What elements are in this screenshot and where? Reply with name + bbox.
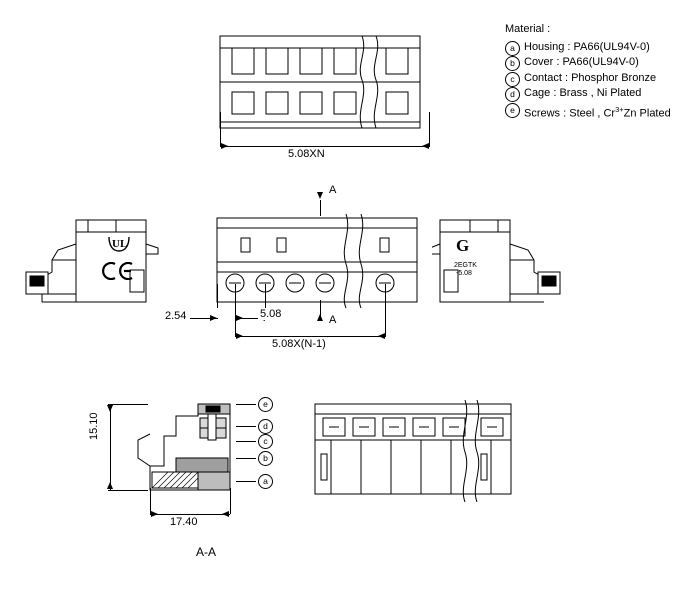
material-text-a: Housing : PA66(UL94V-0) — [524, 40, 650, 53]
svg-text:L: L — [120, 238, 128, 250]
ul-mark-icon — [106, 234, 134, 254]
material-key-b: b — [505, 56, 520, 71]
dim-value-width: 17.40 — [170, 516, 198, 528]
dim-ext-line — [108, 404, 148, 405]
dim-arrow — [210, 315, 217, 321]
ce-mark-icon — [102, 262, 136, 280]
top-view-graphic — [210, 18, 440, 143]
material-text-e-superscript: 3+ — [615, 104, 624, 114]
material-item — [505, 86, 695, 102]
dim-arrow — [236, 315, 243, 321]
dim-value-height: 15.10 — [88, 412, 100, 440]
dim-ext-line — [220, 112, 221, 146]
dim-ext-line — [217, 284, 218, 308]
callout-leader — [236, 426, 256, 427]
brand-logo: G — [456, 236, 470, 255]
dim-line — [235, 336, 386, 337]
material-key-d: d — [505, 87, 520, 102]
dim-ext-line — [385, 284, 386, 336]
section-title: A-A — [196, 545, 217, 559]
dim-ext-line — [235, 284, 236, 336]
section-arrow — [317, 192, 323, 199]
model-line-1: 2EGTK — [454, 262, 477, 269]
material-legend — [505, 22, 695, 122]
bottom-right-view-graphic — [305, 396, 535, 506]
material-key-c: c — [505, 72, 520, 87]
dim-value-total: 5.08X(N-1) — [272, 338, 326, 350]
dim-value-edge: 2.54 — [165, 310, 187, 322]
section-height-dimension — [88, 396, 156, 506]
front-view — [205, 210, 445, 310]
section-letter-top: A — [329, 184, 337, 196]
ce-symbol — [102, 262, 136, 280]
callout-leader — [236, 458, 256, 459]
section-width-dimension — [120, 496, 280, 536]
material-text-e-cont: Zn Plated — [623, 107, 671, 120]
right-side-view-graphic — [432, 210, 572, 310]
material-text-e: Screws : Steel , Cr — [524, 107, 616, 120]
callout-leader — [236, 404, 256, 405]
front-view-dimensions — [160, 300, 450, 360]
dim-arrow — [221, 143, 228, 149]
material-text-b: Cover : PA66(UL94V-0) — [524, 56, 639, 68]
section-letter-bottom: A — [329, 314, 337, 326]
top-view-dimension — [210, 140, 440, 164]
callout-b: b — [258, 451, 273, 466]
ul-symbol — [106, 234, 134, 254]
bottom-right-view — [305, 396, 535, 506]
dim-line — [220, 146, 430, 147]
material-title: Material : — [505, 23, 551, 35]
dim-arrow — [236, 333, 243, 339]
dim-ext-line — [108, 490, 148, 491]
material-text-d: Cage : Brass , Ni Plated — [524, 87, 642, 99]
dim-ext-line — [230, 488, 231, 514]
dim-arrow — [107, 482, 113, 489]
callout-e: e — [258, 397, 273, 412]
dim-line — [110, 404, 111, 490]
right-side-view — [432, 210, 572, 310]
dim-arrow — [378, 333, 385, 339]
dim-arrow — [422, 143, 429, 149]
dim-value-top: 5.08XN — [288, 148, 325, 160]
dim-ext-line — [265, 284, 266, 308]
left-side-view-graphic — [18, 210, 168, 310]
material-text-c: Contact : Phosphor Bronze — [524, 71, 657, 84]
section-callouts — [236, 396, 282, 506]
dim-arrow — [107, 405, 113, 412]
dim-arrow — [151, 511, 158, 517]
dim-value-pitch: 5.08 — [260, 308, 282, 320]
model-line-2: -5.08 — [456, 270, 472, 277]
material-item — [505, 71, 695, 87]
dim-ext-line — [429, 112, 430, 146]
callout-c: c — [258, 434, 273, 449]
top-view — [210, 18, 440, 143]
dim-arrow — [222, 511, 229, 517]
callout-a: a — [258, 474, 273, 489]
front-view-graphic — [205, 210, 445, 310]
material-item — [505, 40, 695, 56]
callout-d: d — [258, 419, 273, 434]
callout-leader — [236, 481, 256, 482]
left-side-view — [18, 210, 168, 310]
material-item — [505, 55, 695, 71]
material-key-a: a — [505, 41, 520, 56]
callout-leader — [236, 441, 256, 442]
material-item — [505, 102, 695, 122]
svg-text:U: U — [112, 238, 120, 250]
dim-line — [150, 514, 230, 515]
material-key-e: e — [505, 103, 520, 118]
